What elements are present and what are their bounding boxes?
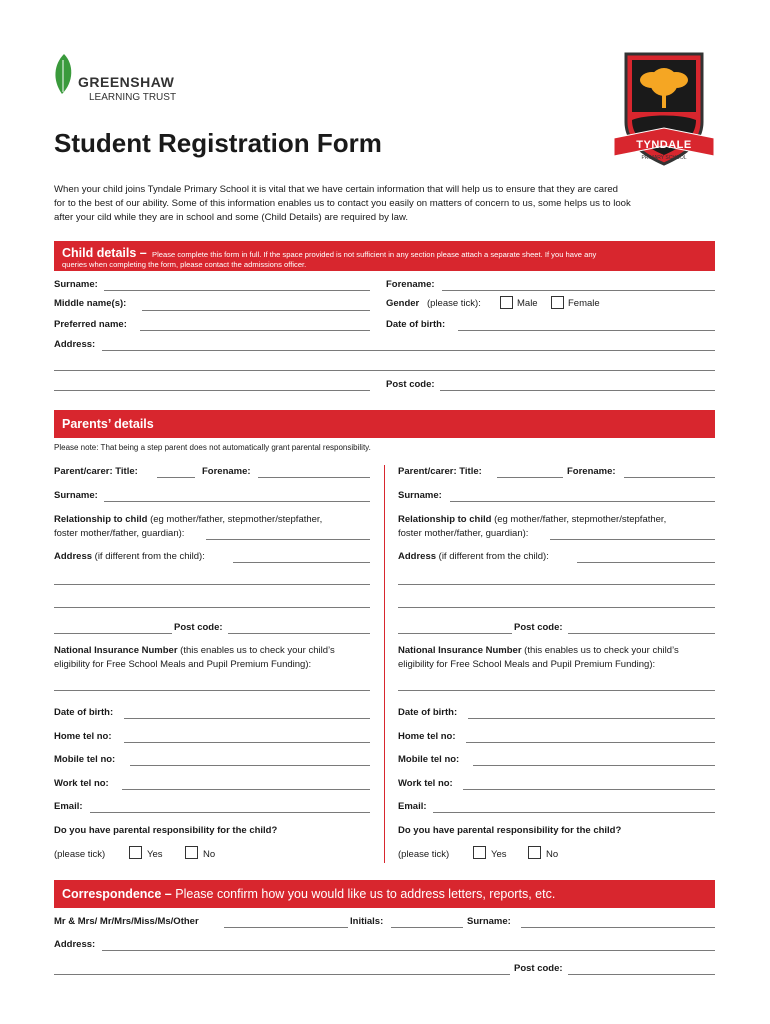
p2-no-label: No bbox=[546, 849, 559, 860]
child-postcode-label: Post code: bbox=[386, 379, 435, 390]
p1-pr-label: Do you have parental responsibility for the child? bbox=[54, 825, 278, 836]
p2-dob-field[interactable] bbox=[468, 718, 715, 719]
p2-email-field[interactable] bbox=[433, 812, 715, 813]
p1-title-label: Parent/carer: Title: bbox=[54, 466, 138, 477]
corr-address-line2[interactable] bbox=[54, 974, 510, 975]
p1-addr-field[interactable] bbox=[233, 562, 370, 563]
intro-line2: for to the best of our ability. Some of this information enables us to contact you easily on matters of concern to us, some helps us to look bbox=[54, 198, 631, 209]
male-checkbox[interactable] bbox=[500, 296, 513, 309]
page-title: Student Registration Form bbox=[54, 128, 382, 158]
p2-surname-label: Surname: bbox=[398, 490, 442, 501]
parents-heading: Parents’ details bbox=[62, 417, 154, 431]
p1-no-checkbox[interactable] bbox=[185, 846, 198, 859]
p2-addr-line3[interactable] bbox=[398, 607, 715, 608]
p2-rel-hint2: foster mother/father, guardian): bbox=[398, 528, 529, 539]
p1-tick-hint: (please tick) bbox=[54, 849, 106, 860]
p2-rel-field[interactable] bbox=[550, 539, 715, 540]
tyndale-crest bbox=[612, 52, 716, 170]
corr-surname-field[interactable] bbox=[521, 927, 715, 928]
child-surname-label: Surname: bbox=[54, 279, 98, 290]
corr-heading-rest: Please confirm how you would like us to address letters, reports, etc. bbox=[175, 887, 556, 901]
p1-addr-line2[interactable] bbox=[54, 584, 370, 585]
child-details-band bbox=[54, 241, 715, 271]
p1-rel-hint2: foster mother/father, guardian): bbox=[54, 528, 185, 539]
parents-details-band bbox=[54, 410, 715, 438]
child-postcode-field[interactable] bbox=[440, 390, 715, 391]
child-middle-label: Middle name(s): bbox=[54, 298, 127, 309]
p2-mobile-field[interactable] bbox=[473, 765, 715, 766]
p2-yes-checkbox[interactable] bbox=[473, 846, 486, 859]
p1-mobile-label: Mobile tel no: bbox=[54, 754, 116, 765]
child-forename-label: Forename: bbox=[386, 279, 435, 290]
child-preferred-label: Preferred name: bbox=[54, 319, 127, 330]
leaf-icon bbox=[52, 52, 76, 96]
greenshaw-logo bbox=[52, 52, 192, 104]
p2-rel bbox=[398, 514, 666, 525]
p1-title-field[interactable] bbox=[157, 477, 195, 478]
child-dob-label: Date of birth: bbox=[386, 319, 446, 330]
p2-forename-field[interactable] bbox=[624, 477, 715, 478]
logo-line1: GREENSHAW bbox=[78, 74, 175, 90]
p2-addr-line4[interactable] bbox=[398, 633, 512, 634]
p1-forename-field[interactable] bbox=[258, 477, 370, 478]
p2-rel-hint: (eg mother/father, stepmother/stepfather, bbox=[494, 514, 667, 525]
p2-yes-label: Yes bbox=[491, 849, 507, 860]
parents-divider bbox=[384, 465, 385, 863]
corr-postcode-field[interactable] bbox=[568, 974, 715, 975]
p1-work-label: Work tel no: bbox=[54, 778, 109, 789]
corr-address-field[interactable] bbox=[102, 950, 715, 951]
child-forename-field[interactable] bbox=[442, 290, 715, 291]
p1-ni-label: National Insurance Number bbox=[54, 645, 178, 656]
p1-addr-label: Address bbox=[54, 551, 93, 562]
p1-ni bbox=[54, 645, 335, 656]
female-label: Female bbox=[568, 298, 600, 309]
child-dob-field[interactable] bbox=[458, 330, 715, 331]
p2-home-field[interactable] bbox=[466, 742, 715, 743]
p1-home-label: Home tel no: bbox=[54, 731, 112, 742]
p2-addr-hint: (if different from the child): bbox=[438, 551, 549, 562]
crest-shield-icon bbox=[612, 52, 716, 170]
p2-ni-hint: (this enables us to check your child’s bbox=[524, 645, 679, 656]
p2-work-label: Work tel no: bbox=[398, 778, 453, 789]
p2-email-label: Email: bbox=[398, 801, 427, 812]
p2-forename-label: Forename: bbox=[567, 466, 616, 477]
corr-salutation-label: Mr & Mrs/ Mr/Mrs/Miss/Ms/Other bbox=[54, 916, 199, 927]
child-address-line2[interactable] bbox=[54, 370, 715, 371]
p2-postcode-label: Post code: bbox=[514, 622, 563, 633]
p1-forename-label: Forename: bbox=[202, 466, 251, 477]
p2-tick-hint: (please tick) bbox=[398, 849, 450, 860]
corr-initials-label: Initials: bbox=[350, 916, 384, 927]
p2-addr bbox=[398, 551, 549, 562]
p1-no-label: No bbox=[203, 849, 216, 860]
p2-rel-label: Relationship to child bbox=[398, 514, 492, 525]
p1-home-field[interactable] bbox=[124, 742, 370, 743]
child-address-field[interactable] bbox=[102, 350, 715, 351]
intro-line1: When your child joins Tyndale Primary School it is vital that we have certain information that will help us to ensure that they are cared bbox=[54, 184, 619, 195]
male-label: Male bbox=[517, 298, 538, 309]
child-note1: Please complete this form in full. If the space provided is not sufficient in any section please attach a separate sheet. If you have any bbox=[152, 250, 597, 259]
p2-ni-hint2: eligibility for Free School Meals and Pupil Premium Funding): bbox=[398, 659, 656, 670]
crest-sub: PRIMARY SCHOOL bbox=[641, 155, 687, 161]
p1-ni-hint2: eligibility for Free School Meals and Pupil Premium Funding): bbox=[54, 659, 312, 670]
corr-salutation-field[interactable] bbox=[224, 927, 348, 928]
p2-title-label: Parent/carer: Title: bbox=[398, 466, 482, 477]
p1-surname-field[interactable] bbox=[104, 501, 370, 502]
p1-surname-label: Surname: bbox=[54, 490, 98, 501]
female-checkbox[interactable] bbox=[551, 296, 564, 309]
child-preferred-field[interactable] bbox=[140, 330, 370, 331]
p1-addr bbox=[54, 551, 205, 562]
p1-addr-hint: (if different from the child): bbox=[94, 551, 205, 562]
crest-name: TYNDALE bbox=[636, 139, 692, 151]
parents-note: Please note: That being a step parent does not automatically grant parental responsibility. bbox=[54, 443, 371, 452]
p2-addr-line2[interactable] bbox=[398, 584, 715, 585]
p1-work-field[interactable] bbox=[122, 789, 370, 790]
p2-no-checkbox[interactable] bbox=[528, 846, 541, 859]
logo-line2: LEARNING TRUST bbox=[89, 92, 177, 103]
corr-postcode-label: Post code: bbox=[514, 963, 563, 974]
intro-line3: after your cild while they are in school and some (Child Details) are required by law. bbox=[54, 212, 409, 223]
p1-postcode-label: Post code: bbox=[174, 622, 223, 633]
p2-addr-label: Address bbox=[398, 551, 437, 562]
child-gender-hint: (please tick): bbox=[427, 298, 481, 309]
p1-dob-label: Date of birth: bbox=[54, 707, 114, 718]
corr-initials-field[interactable] bbox=[391, 927, 463, 928]
p1-yes-checkbox[interactable] bbox=[129, 846, 142, 859]
correspondence-band bbox=[54, 880, 715, 908]
p2-pr-label: Do you have parental responsibility for the child? bbox=[398, 825, 622, 836]
p1-rel bbox=[54, 514, 322, 525]
child-address-line3[interactable] bbox=[54, 390, 370, 391]
p2-mobile-label: Mobile tel no: bbox=[398, 754, 460, 765]
p1-mobile-field[interactable] bbox=[130, 765, 370, 766]
p2-work-field[interactable] bbox=[463, 789, 715, 790]
p1-rel-field[interactable] bbox=[206, 539, 370, 540]
p1-addr-line4[interactable] bbox=[54, 633, 172, 634]
p1-ni-field[interactable] bbox=[54, 690, 370, 691]
p2-ni-field[interactable] bbox=[398, 690, 715, 691]
p2-title-field[interactable] bbox=[497, 477, 563, 478]
p2-ni-label: National Insurance Number bbox=[398, 645, 522, 656]
corr-surname-label: Surname: bbox=[467, 916, 511, 927]
p1-yes-label: Yes bbox=[147, 849, 163, 860]
child-heading: Child details – bbox=[62, 246, 147, 260]
p1-email-label: Email: bbox=[54, 801, 83, 812]
corr-heading: Correspondence – bbox=[62, 887, 172, 901]
child-address-label: Address: bbox=[54, 339, 96, 350]
p1-email-field[interactable] bbox=[90, 812, 370, 813]
corr-heading-wrap bbox=[62, 887, 555, 901]
p1-rel-label: Relationship to child bbox=[54, 514, 148, 525]
p1-dob-field[interactable] bbox=[124, 718, 370, 719]
p1-postcode-field[interactable] bbox=[228, 633, 370, 634]
p2-surname-field[interactable] bbox=[450, 501, 715, 502]
child-gender-label: Gender bbox=[386, 298, 420, 309]
p2-ni bbox=[398, 645, 679, 656]
p2-dob-label: Date of birth: bbox=[398, 707, 458, 718]
p1-addr-line3[interactable] bbox=[54, 607, 370, 608]
corr-address-label: Address: bbox=[54, 939, 96, 950]
child-middle-field[interactable] bbox=[142, 310, 370, 311]
p2-postcode-field[interactable] bbox=[568, 633, 715, 634]
p2-addr-field[interactable] bbox=[577, 562, 715, 563]
child-note2: queries when completing the form, please contact the admissions officer. bbox=[62, 260, 307, 269]
p1-ni-hint: (this enables us to check your child’s bbox=[180, 645, 335, 656]
child-surname-field[interactable] bbox=[104, 290, 370, 291]
p1-rel-hint: (eg mother/father, stepmother/stepfather, bbox=[150, 514, 323, 525]
p2-home-label: Home tel no: bbox=[398, 731, 456, 742]
